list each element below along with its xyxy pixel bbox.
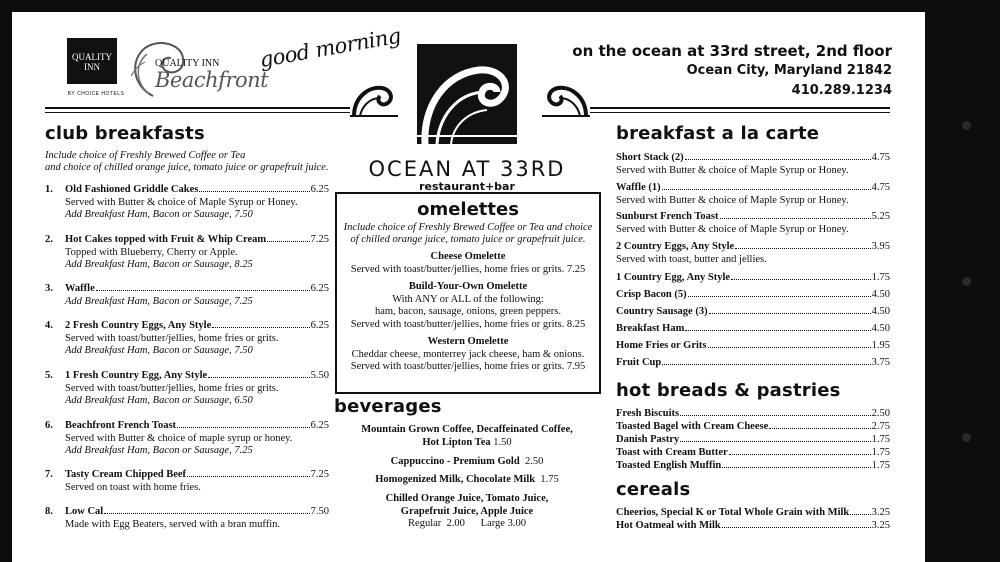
restaurant-name: OCEAN AT 33RD — [368, 157, 566, 181]
section-title-cereals: cereals — [616, 479, 691, 500]
item-price: 4.75 — [871, 182, 890, 193]
leader-dots — [720, 218, 871, 219]
item-addon: Add Breakfast Ham, Bacon or Sausage, 7.50 — [65, 345, 253, 356]
section-title-club-breakfasts: club breakfasts — [45, 123, 205, 144]
menu-item — [616, 340, 890, 353]
address-line2: Ocean City, Maryland 21842 — [686, 63, 892, 78]
leader-dots — [708, 347, 871, 348]
leader-dots — [769, 428, 870, 429]
item-number: 6. — [45, 420, 53, 431]
item-name: Cheerios, Special K or Total Whole Grain with Milk — [616, 507, 850, 518]
item-name: 2 Country Eggs, Any Style — [616, 241, 735, 252]
item-price: 1.75 — [871, 447, 890, 458]
item-name: Short Stack (2) — [616, 152, 684, 163]
section-title-a-la-carte: breakfast a la carte — [616, 123, 820, 144]
item-description: Served with toast/butter/jellies, home fries or grits. — [65, 382, 279, 394]
phone-number: 410.289.1234 — [791, 83, 892, 98]
menu-item — [616, 306, 890, 319]
item-price: 6.25 — [310, 283, 329, 294]
menu-item — [45, 469, 329, 494]
item-description: Topped with Blueberry, Cherry or Apple. — [65, 246, 238, 258]
menu-item — [616, 434, 890, 447]
menu-item — [45, 420, 329, 458]
item-name: Waffle (1) — [616, 182, 661, 193]
item-number: 5. — [45, 370, 53, 381]
beverage-line1: Mountain Grown Coffee, Decaffeinated Coffee, — [361, 424, 573, 435]
menu-item — [45, 320, 329, 358]
item-price: 3.75 — [871, 357, 890, 368]
section-title-omelettes: omelettes — [417, 199, 519, 220]
item-name: Build-Your-Own Omelette — [408, 281, 528, 292]
menu-item — [616, 272, 890, 285]
item-name: Crisp Bacon (5) — [616, 289, 687, 300]
leader-dots — [722, 467, 870, 468]
beverage-price: 1.75 — [540, 474, 559, 485]
header-rule-left — [45, 107, 350, 113]
menu-item — [616, 507, 890, 520]
item-name: 1 Country Egg, Any Style — [616, 272, 731, 283]
item-description: Served with Butter & choice of Maple Syrup or Honey. — [616, 164, 849, 176]
item-name: Toasted Bagel with Cream Cheese — [616, 421, 769, 432]
menu-item — [616, 182, 890, 207]
section-title-beverages: beverages — [334, 396, 442, 417]
item-name: Beachfront French Toast — [65, 420, 177, 431]
item-line: Served with toast/butter/jellies, home fries or grits. 7.25 — [350, 263, 586, 275]
item-number: 1. — [45, 184, 53, 195]
menu-item — [616, 323, 890, 336]
item-price: 4.50 — [871, 289, 890, 300]
item-name: Country Sausage (3) — [616, 306, 708, 317]
menu-page — [12, 12, 925, 562]
menu-item — [45, 370, 329, 408]
omelettes-note — [341, 222, 595, 246]
viewer-side-dot — [962, 121, 971, 130]
item-line: Served with toast/butter/jellies, home fries or grits. 7.95 — [350, 361, 586, 372]
omelettes-box — [335, 192, 601, 394]
item-name: Western Omelette — [427, 336, 509, 347]
beverage-item — [342, 424, 592, 449]
beachfront-logo-line2: Beachfront — [155, 68, 269, 92]
menu-item — [616, 357, 890, 370]
item-name: Low Cal — [65, 506, 104, 517]
item-price: 4.50 — [871, 306, 890, 317]
beverage-item — [342, 474, 592, 487]
item-price: 3.25 — [871, 520, 890, 531]
item-name: 2 Fresh Country Eggs, Any Style — [65, 320, 212, 331]
item-price: 7.50 — [310, 506, 329, 517]
viewer-side-dot — [962, 277, 971, 286]
menu-item — [616, 447, 890, 460]
leader-dots — [680, 415, 871, 416]
menu-item — [45, 506, 329, 531]
item-number: 7. — [45, 469, 53, 480]
quality-inn-logo-line1: QUALITY — [72, 52, 112, 62]
item-name: Home Fries or Grits — [616, 340, 707, 351]
omelette-item — [341, 251, 595, 276]
item-number: 3. — [45, 283, 53, 294]
quality-inn-logo — [67, 38, 117, 84]
item-price: 6.25 — [310, 184, 329, 195]
item-name: 1 Fresh Country Egg, Any Style — [65, 370, 208, 381]
beachfront-logo-line1: QUALITY INN — [155, 58, 220, 69]
viewer-side-dot — [962, 433, 971, 442]
item-name: Fresh Biscuits — [616, 408, 680, 419]
item-description: Served with Butter & choice of Maple Syrup or Honey. — [65, 196, 298, 208]
club-note-line2: and choice of chilled orange juice, tomato juice or grapefruit juice. — [45, 162, 329, 173]
choice-hotels-tagline: BY CHOICE HOTELS — [67, 91, 125, 97]
beverage-price: 1.50 — [493, 436, 512, 448]
leader-dots — [688, 296, 871, 297]
leader-dots — [662, 364, 870, 365]
item-price: 6.25 — [310, 420, 329, 431]
item-description: Served with Butter & choice of Maple Syrup or Honey. — [616, 223, 849, 235]
leader-dots — [731, 279, 871, 280]
item-addon: Add Breakfast Ham, Bacon or Sausage, 7.25 — [65, 295, 253, 307]
leader-dots — [208, 377, 309, 378]
address-block — [572, 41, 892, 101]
leader-dots — [267, 241, 309, 242]
item-name: Waffle — [65, 283, 95, 294]
item-number: 4. — [45, 320, 53, 331]
item-price: 4.75 — [871, 152, 890, 163]
item-name: Toasted English Muffin — [616, 460, 722, 471]
club-note-line1: Include choice of Freshly Brewed Coffee or Tea — [45, 150, 246, 161]
item-addon: Add Breakfast Ham, Bacon or Sausage, 6.50 — [65, 395, 253, 406]
leader-dots — [212, 327, 309, 328]
beverage-line1: Chilled Orange Juice, Tomato Juice, — [385, 493, 549, 504]
leader-dots — [722, 527, 871, 528]
leader-dots — [96, 290, 310, 291]
item-price: 4.50 — [871, 323, 890, 334]
item-description: Served with Butter & choice of maple syrup or honey. — [65, 432, 293, 444]
item-price: 6.25 — [310, 320, 329, 331]
item-description: Served with toast/butter/jellies, home fries or grits. — [65, 332, 279, 344]
item-name: Hot Cakes topped with Fruit & Whip Cream — [65, 234, 267, 245]
item-price: 2.75 — [871, 421, 890, 432]
leader-dots — [735, 248, 870, 249]
menu-item — [616, 152, 890, 177]
item-name: Hot Oatmeal with Milk — [616, 520, 721, 531]
wave-icon — [350, 82, 398, 118]
beverage-line2: Hot Lipton Tea — [422, 436, 491, 448]
menu-item — [616, 460, 890, 473]
item-name: Cheese Omelette — [430, 251, 506, 262]
item-name: Breakfast Ham — [616, 323, 685, 334]
item-name: Tasty Cream Chipped Beef — [65, 469, 187, 480]
item-price: 1.75 — [871, 434, 890, 445]
item-name: Toast with Cream Butter — [616, 447, 728, 458]
item-description: Served with Butter & choice of Maple Syrup or Honey. — [616, 194, 849, 206]
item-price: 3.95 — [871, 241, 890, 252]
leader-dots — [685, 159, 871, 160]
item-description: Made with Egg Beaters, served with a bran muffin. — [65, 518, 280, 530]
item-price: 1.95 — [871, 340, 890, 351]
section-title-hot-breads: hot breads & pastries — [616, 380, 841, 401]
item-price: 1.75 — [871, 460, 890, 471]
menu-item — [616, 289, 890, 302]
item-name: Danish Pastry — [616, 434, 680, 445]
menu-item — [45, 283, 329, 308]
omelettes-note-line2: of chilled orange juice, tomato juice or grapefruit juice. — [350, 234, 586, 245]
item-name: Old Fashioned Griddle Cakes — [65, 184, 199, 195]
item-name: Sunburst French Toast — [616, 211, 719, 222]
item-number: 2. — [45, 234, 53, 245]
beverage-line2: Grapefruit Juice, Apple Juice — [400, 505, 534, 517]
leader-dots — [680, 441, 870, 442]
item-price: 7.25 — [310, 469, 329, 480]
item-number: 8. — [45, 506, 53, 517]
leader-dots — [177, 427, 310, 428]
omelettes-note-line1: Include choice of Freshly Brewed Coffee or Tea and choice — [343, 222, 593, 233]
item-price: 5.50 — [310, 370, 329, 381]
address-line1: on the ocean at 33rd street, 2nd floor — [572, 42, 892, 60]
menu-item — [45, 234, 329, 272]
item-line: With ANY or ALL of the following: — [392, 293, 544, 305]
item-line: ham, bacon, sausage, onions, green peppers. — [374, 306, 562, 317]
beverage-item — [342, 493, 592, 531]
leader-dots — [104, 513, 309, 514]
leader-dots — [662, 189, 871, 190]
item-price: 2.50 — [871, 408, 890, 419]
menu-item — [616, 211, 890, 236]
leader-dots — [199, 191, 309, 192]
greeting-script: good morning — [257, 23, 403, 72]
item-addon: Add Breakfast Ham, Bacon or Sausage, 7.50 — [65, 209, 253, 220]
item-price: 5.25 — [871, 211, 890, 222]
ocean-wave-logo-icon — [417, 44, 517, 144]
omelette-item — [341, 336, 595, 374]
beverage-sizes: Regular 2.00 Large 3.00 — [408, 518, 526, 529]
leader-dots — [685, 330, 870, 331]
header-rule-right — [590, 107, 890, 113]
item-line: Served with toast/butter/jellies, home fries or grits. 8.25 — [350, 318, 586, 330]
menu-item — [45, 184, 329, 222]
item-addon: Add Breakfast Ham, Bacon or Sausage, 7.25 — [65, 445, 253, 456]
item-price: 7.25 — [310, 234, 329, 245]
beverage-item — [342, 456, 592, 469]
club-note — [45, 150, 335, 174]
leader-dots — [187, 476, 310, 477]
omelette-item — [341, 281, 595, 331]
menu-item — [616, 520, 890, 533]
menu-item — [616, 408, 890, 421]
beverage-line1: Cappuccino - Premium Gold — [390, 456, 520, 467]
item-price: 3.25 — [871, 507, 890, 518]
quality-inn-logo-line2: INN — [84, 62, 100, 72]
beverage-line1: Homogenized Milk, Chocolate Milk — [375, 474, 536, 485]
leader-dots — [729, 454, 871, 455]
item-line: Cheddar cheese, monterrey jack cheese, ham & onions. — [351, 348, 585, 360]
beverage-price: 2.50 — [524, 456, 544, 467]
item-description: Served with toast, butter and jellies. — [616, 253, 767, 265]
leader-dots — [709, 313, 871, 314]
item-name: Fruit Cup — [616, 357, 662, 368]
item-price: 1.75 — [871, 272, 890, 283]
item-addon: Add Breakfast Ham, Bacon or Sausage, 8.25 — [65, 259, 253, 270]
menu-item — [616, 421, 890, 434]
item-description: Served on toast with home fries. — [65, 481, 201, 493]
menu-item — [616, 241, 890, 266]
restaurant-subtitle: restaurant+bar — [419, 180, 515, 193]
leader-dots — [850, 514, 870, 515]
